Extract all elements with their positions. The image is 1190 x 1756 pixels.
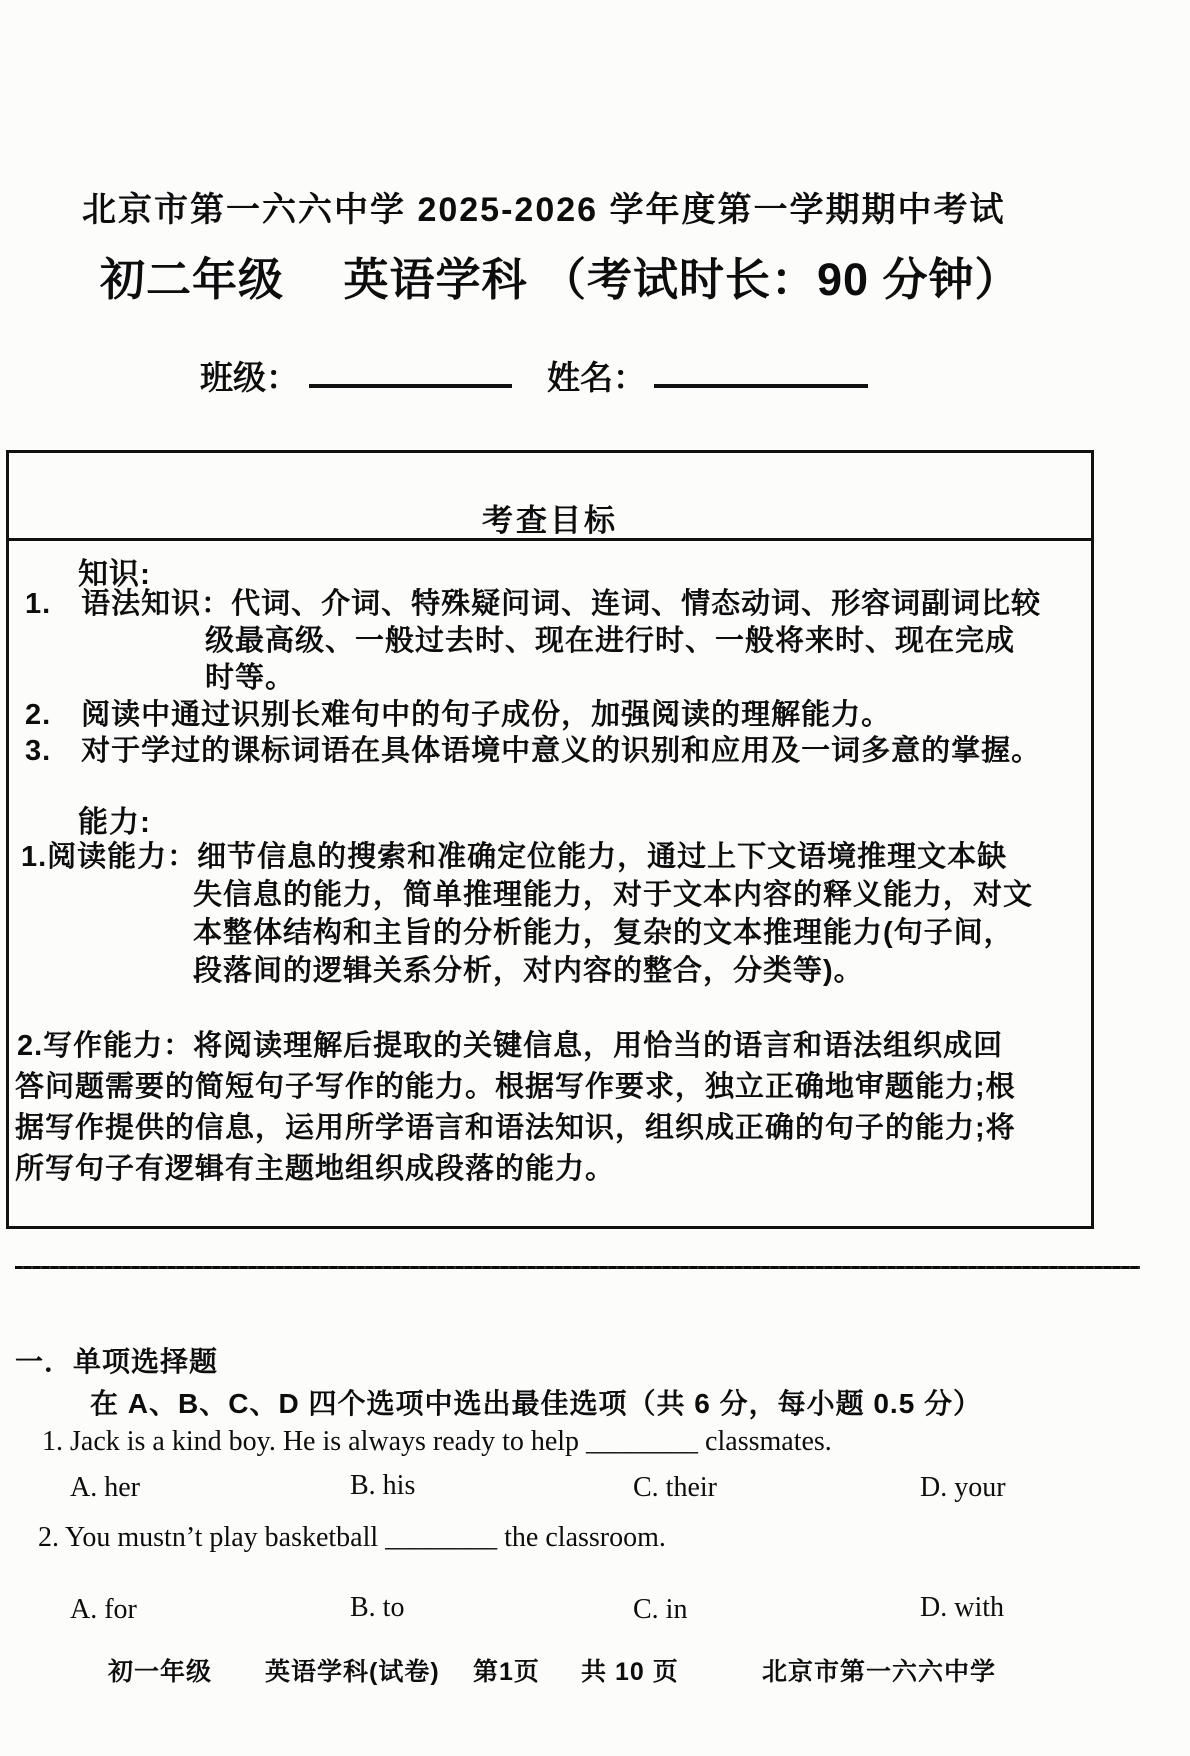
footer-subject: 英语学科(试卷) xyxy=(265,1658,440,1686)
exam-subtitle: 初二年级 英语学科 （考试时长：90 分钟） xyxy=(100,254,1021,305)
question-2-text: 2. You mustn’t play basketball ________ the classroom. xyxy=(38,1522,666,1553)
question-1-option-d: D. your xyxy=(920,1472,1006,1503)
knowledge-item-2: 2. 阅读中通过识别长难句中的句子成份，加强阅读的理解能力。 xyxy=(25,699,892,731)
ability-heading: 能力: xyxy=(78,806,151,839)
exam-title: 北京市第一六六中学 2025-2026 学年度第一学期期中考试 xyxy=(82,191,1006,229)
reading-ability-line-4: 段落间的逻辑关系分析，对内容的整合，分类等)。 xyxy=(193,955,864,987)
objectives-divider xyxy=(6,538,1094,541)
writing-ability-line-2: 答问题需要的简短句子写作的能力。根据写作要求，独立正确地审题能力;根 xyxy=(15,1071,1016,1103)
writing-ability-line-3: 据写作提供的信息，运用所学语言和语法知识，组织成正确的句子的能力;将 xyxy=(15,1112,1016,1144)
knowledge-item-1-line-2: 级最高级、一般过去时、现在进行时、一般将来时、现在完成 xyxy=(205,625,1016,657)
footer-page-number: 第1页 xyxy=(473,1658,540,1686)
question-2-option-c: C. in xyxy=(633,1594,688,1625)
knowledge-item-3: 3. 对于学过的课标词语在具体语境中意义的识别和应用及一词多意的掌握。 xyxy=(25,735,1042,767)
objectives-box xyxy=(6,450,1094,1229)
question-1-text: 1. Jack is a kind boy. He is always ready to help ________ classmates. xyxy=(42,1426,832,1457)
class-label: 班级： xyxy=(200,359,299,396)
question-2-option-a: A. for xyxy=(70,1594,137,1625)
footer-grade: 初一年级 xyxy=(108,1658,213,1686)
reading-ability-line-2: 失信息的能力，简单推理能力，对于文本内容的释义能力，对文 xyxy=(193,879,1034,911)
class-blank-line xyxy=(309,384,512,388)
question-1-option-a: A. her xyxy=(70,1472,140,1503)
knowledge-heading: 知识: xyxy=(78,558,151,591)
objectives-header: 考查目标 xyxy=(482,503,618,538)
writing-ability-line-1: 2.写作能力：将阅读理解后提取的关键信息，用恰当的语言和语法组织成回 xyxy=(17,1030,1004,1062)
footer-school-name: 北京市第一六六中学 xyxy=(762,1658,997,1686)
writing-ability-line-4: 所写句子有逻辑有主题地组织成段落的能力。 xyxy=(15,1153,616,1185)
footer-page-total: 共 10 页 xyxy=(581,1658,679,1686)
knowledge-item-1-line-1: 1. 语法知识：代词、介词、特殊疑问词、连词、情态动词、形容词副词比较 xyxy=(25,588,1042,620)
question-1-option-c: C. their xyxy=(633,1472,717,1503)
question-2-option-d: D. with xyxy=(920,1592,1004,1623)
reading-ability-line-3: 本整体结构和主旨的分析能力，复杂的文本推理能力(句子间， xyxy=(193,917,1014,949)
question-1-option-b: B. his xyxy=(350,1470,416,1501)
name-label: 姓名： xyxy=(547,359,646,396)
section-divider-squiggle xyxy=(15,1266,1140,1269)
knowledge-item-1-line-3: 时等。 xyxy=(205,662,296,694)
reading-ability-line-1: 1.阅读能力：细节信息的搜索和准确定位能力，通过上下文语境推理文本缺 xyxy=(21,841,1008,873)
name-blank-line xyxy=(654,384,868,388)
question-2-option-b: B. to xyxy=(350,1592,405,1623)
section-one-heading: 一．单项选择题 xyxy=(15,1346,219,1377)
section-one-instruction: 在 A、B、C、D 四个选项中选出最佳选项（共 6 分，每小题 0.5 分） xyxy=(90,1388,983,1419)
